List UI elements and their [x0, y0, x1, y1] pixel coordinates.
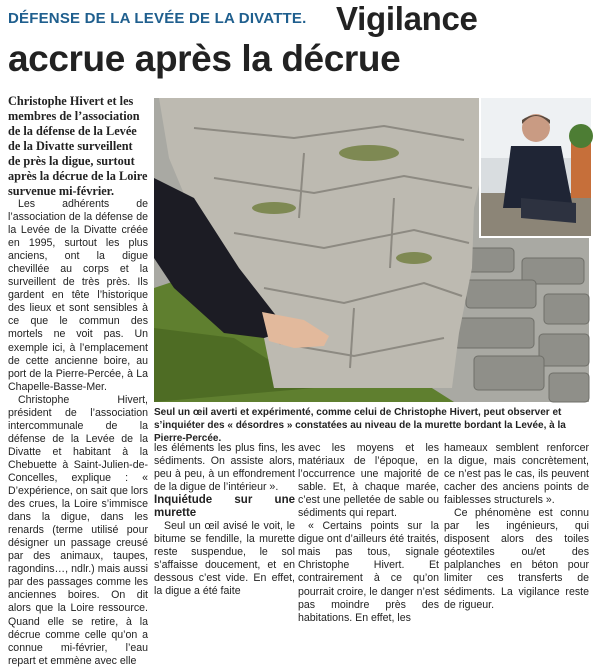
- article-kicker: DÉFENSE DE LA LEVÉE DE LA DIVATTE.: [8, 10, 307, 27]
- column-4-paragraph-1: hameaux semblent renforcer la digue, mais concrètement, ce n’est pas le cas, ils peuvent cacher des anciens points de faiblesses structurels ».: [444, 442, 589, 507]
- article-column-1: [8, 198, 148, 667]
- portrait-illustration: [481, 98, 591, 236]
- column-4-paragraph-2: Ce phénomène est connu par les ingénieurs, qui disposent alors des toiles géotextiles ou/et des palplanches en béton pour limiter ces transferts de sédiments. La vigilance reste de rigueur.: [444, 507, 589, 611]
- column-1-paragraph-1: Les adhérents de l’association de la défense de la Levée de la Divatte créée en 1995, surtout les plus anciens, ont la digue chevillée au corps et la surveillent de très près. Ils gardent en tête l’historique des lieux et sont sensibles à ce que le commun des mortels ne voit pas. Un exemple ici, à l’emplacement de cette ancienne boire, au port de la Pierre-Percée, à La Chapelle-Basse-Mer.: [8, 198, 148, 393]
- inset-portrait-photo: [479, 98, 591, 238]
- column-2-paragraph-2: Seul un œil avisé le voit, le bitume se fendille, la murette reste suspendue, le sol s’affaisse doucement, et en dessous c’est vide. En effet, la digue a été faite: [154, 520, 295, 598]
- article-title-line-2: accrue après la décrue: [8, 38, 401, 79]
- column-3-paragraph-1: avec les moyens et les matériaux de l’époque, en l’occurrence une majorité de sable. Et, à chaque marée, c’est une pelletée de sable ou sédiments qui repart.: [298, 442, 439, 520]
- column-3-paragraph-2: « Certains points sur la digue ont d’ailleurs été traités, mais pas tous, signale Christophe Hivert. Et contrairement à ce qu’on pourrait croire, le danger n’est pas moindre près des habitations. En effet, les: [298, 520, 439, 624]
- column-2-paragraph-1: les éléments les plus fins, les sédiments. On assiste alors, peu à peu, à un effondrement de la digue de l’intérieur ».: [154, 442, 295, 494]
- section-subhead: Inquiétude sur une murette: [154, 494, 295, 520]
- column-1-paragraph-2: Christophe Hivert, président de l’association intercommunale de la défense de la Levée de la Divatte et habitant à la Chebuette à Saint-Julien-de-Concelles, explique : « D’expérience, on sait que lors des crues, la Loire s’immisce dans la digue, dans les renards (terme utilisé pour désigner un passage creusé par des animaux, taupes, ragondins…, ndlr.) mais aussi par des passages comme les anciennes boires. On dit alors que la Loire ressource. Quand elle se retire, à la décrue comme celle qu’on a connue mi-février, l’eau repart et emmène avec elle: [8, 393, 148, 667]
- article-column-2: [154, 442, 295, 600]
- article-title-line-1: Vigilance: [336, 0, 478, 37]
- article-column-3: [298, 442, 439, 624]
- article-lead: Christophe Hivert et les membres de l’association de la défense de la Levée de la Divatte surveillent de près la digue, surtout après la décrue de la Loire survenue mi-février.: [8, 94, 148, 198]
- article-column-4: [444, 442, 589, 611]
- photo-caption: Seul un œil averti et expérimenté, comme celui de Christophe Hivert, peut observer et s’inquiéter des « désordres » constatées au niveau de la murette bordant la Levée, à la Pierre-Percée.: [154, 407, 566, 444]
